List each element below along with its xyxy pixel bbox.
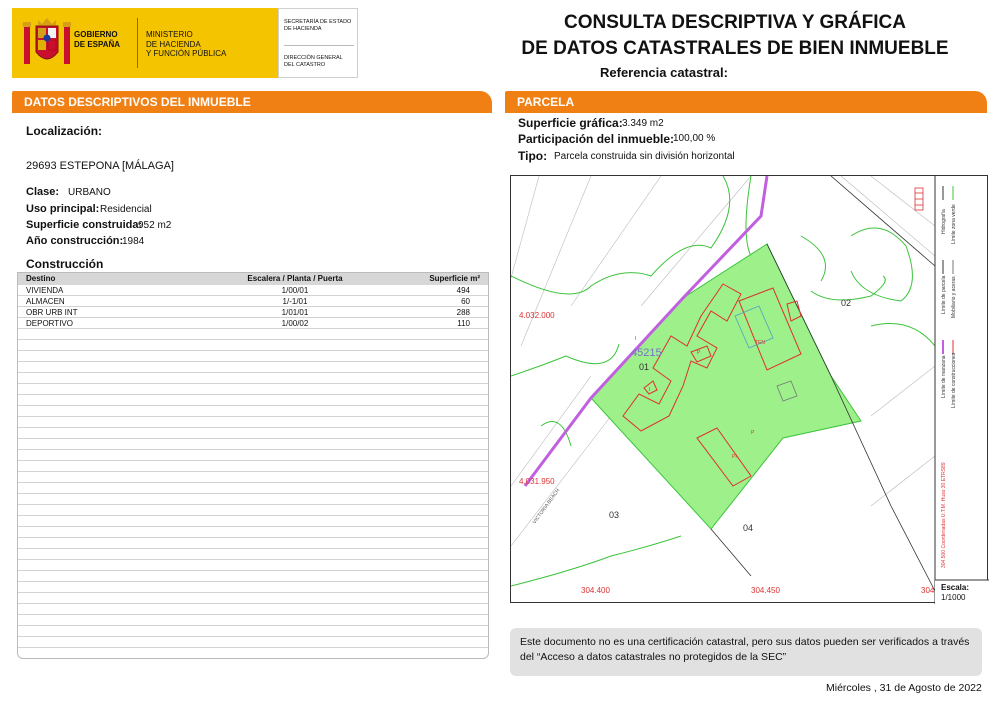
svg-text:03: 03 (609, 510, 620, 520)
participacion-value: 100,00 % (673, 133, 716, 144)
localizacion-label: Localización: (26, 124, 103, 138)
page-title-line2: DE DATOS CATASTRALES DE BIEN INMUEBLE (521, 38, 949, 59)
page-title: CONSULTA DESCRIPTIVA Y GRÁFICA (563, 12, 907, 33)
empty-table-row (18, 604, 488, 615)
empty-table-row (18, 450, 488, 461)
empty-table-row (18, 406, 488, 417)
ministerio-text: MINISTERIO DE HACIENDA Y FUNCIÓN PÚBLICA (146, 30, 227, 58)
secretaria-box (278, 8, 358, 78)
empty-table-row (18, 626, 488, 637)
anio-value: 1984 (122, 236, 145, 247)
empty-table-row (18, 417, 488, 428)
empty-table-row (18, 516, 488, 527)
document-date: Miércoles , 31 de Agosto de 2022 (826, 682, 982, 694)
svg-text:4.031.950: 4.031.950 (519, 477, 555, 486)
uso-value: Residencial (100, 204, 152, 215)
empty-table-row (18, 549, 488, 560)
svg-text:I: I (635, 336, 637, 342)
svg-text:01: 01 (639, 362, 650, 372)
map-canvas (511, 176, 989, 604)
empty-table-row (18, 615, 488, 626)
svg-text:I: I (649, 387, 651, 393)
direccion-text: DIRECCIÓN GENERAL DEL CATASTRO (284, 55, 343, 68)
government-header (12, 8, 278, 78)
construccion-table (17, 272, 489, 659)
table-row: OBR URB INT 1/01/01 288 (18, 307, 488, 318)
empty-table-row (18, 362, 488, 373)
svg-text:P: P (751, 430, 755, 436)
empty-table-row (18, 461, 488, 472)
empty-table-row (18, 637, 488, 648)
empty-table-row (18, 329, 488, 340)
empty-table-row (18, 593, 488, 604)
svg-text:Límite zona verde: Límite zona verde (951, 204, 957, 244)
uso-label: Uso principal: (26, 203, 100, 215)
empty-table-row (18, 527, 488, 538)
coords-note: 304.500 Coordenadas U.T.M. Huso 30 ETRS89 (941, 462, 947, 568)
street-label: VICTORIA BEACH (531, 487, 562, 526)
sup-grafica-value: 3.349 m2 (622, 118, 664, 129)
gobierno-text: GOBIERNO DE ESPAÑA (74, 30, 121, 49)
table-row: ALMACEN 1/-1/01 60 (18, 296, 488, 307)
empty-table-row (18, 384, 488, 395)
participacion-label: Participación del inmueble: (518, 132, 675, 146)
table-row: DEPORTIVO 1/00/02 110 (18, 318, 488, 329)
north-arrow-icon (915, 188, 923, 210)
table-header: Destino Escalera / Planta / Puerta Superficie m² (18, 273, 488, 285)
empty-table-row (18, 483, 488, 494)
section-bar-parcela: PARCELA (505, 91, 987, 113)
superficie-value: 952 m2 (138, 220, 172, 231)
svg-text:Límite de manzana: Límite de manzana (941, 355, 947, 398)
escala-value: 1/1000 (941, 593, 966, 602)
empty-table-row (18, 439, 488, 450)
parcel-number: 45215 (631, 347, 662, 359)
svg-text:Límite de parcela: Límite de parcela (941, 275, 947, 314)
disclaimer-notice: Este documento no es una certificación catastral, pero sus datos pueden ser verificados a través del “Acceso a datos catastrales no protegidos de la SEC” (510, 628, 982, 676)
escala-label: Escala: (941, 583, 970, 592)
empty-table-row (18, 648, 488, 659)
tipo-label: Tipo: (518, 149, 548, 163)
coat-of-arms-icon (22, 16, 72, 72)
map-legend (941, 186, 957, 568)
svg-text:304.400: 304.400 (581, 586, 610, 595)
svg-text:Hidrografía: Hidrografía (941, 209, 947, 234)
svg-text:04: 04 (743, 523, 754, 533)
svg-text:PI: PI (732, 454, 737, 460)
parcel-polygon[interactable] (591, 244, 861, 529)
anio-label: Año construcción: (26, 235, 124, 247)
svg-text:P: P (697, 350, 701, 356)
empty-table-row (18, 373, 488, 384)
empty-table-row (18, 428, 488, 439)
svg-text:02: 02 (841, 298, 852, 308)
clase-label: Clase: (26, 186, 60, 198)
empty-table-row (18, 582, 488, 593)
localizacion-value: 29693 ESTEPONA [MÁLAGA] (26, 160, 174, 172)
empty-table-row (18, 560, 488, 571)
referencia-label: Referencia catastral: (600, 65, 728, 80)
sup-grafica-label: Superficie gráfica: (518, 116, 623, 130)
table-row: VIVIENDA 1/00/01 494 (18, 285, 488, 296)
svg-text:Límite de construcciones: Límite de construcciones (951, 352, 957, 408)
svg-text:304.450: 304.450 (751, 586, 780, 595)
empty-table-row (18, 505, 488, 516)
secretaria-text: SECRETARÍA DE ESTADO DE HACIENDA (284, 19, 352, 32)
section-bar-datos: DATOS DESCRIPTIVOS DEL INMUEBLE (12, 91, 492, 113)
svg-text:304: 304 (921, 586, 935, 595)
svg-text:TEN: TEN (755, 340, 765, 346)
empty-table-row (18, 472, 488, 483)
cadastral-map[interactable] (510, 175, 988, 603)
superficie-label: Superficie construida: (26, 219, 143, 231)
svg-text:4.032.000: 4.032.000 (519, 311, 555, 320)
svg-text:Mobiliario y aceras: Mobiliario y aceras (951, 276, 957, 318)
empty-table-row (18, 571, 488, 582)
clase-value: URBANO (68, 187, 111, 198)
empty-table-row (18, 340, 488, 351)
empty-table-row (18, 494, 488, 505)
empty-table-row (18, 395, 488, 406)
construccion-label: Construcción (26, 257, 104, 271)
empty-table-row (18, 351, 488, 362)
tipo-value: Parcela construida sin división horizontal (554, 151, 735, 162)
empty-table-row (18, 538, 488, 549)
